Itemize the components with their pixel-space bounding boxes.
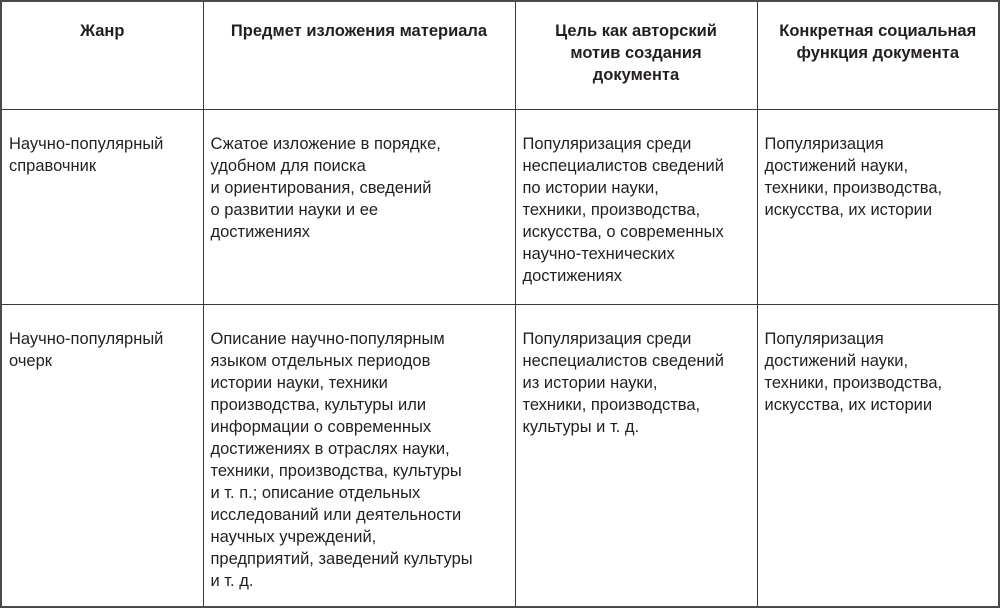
cell-function: Популяризация достижений науки, техники, производства, искусства, их истории [757,304,999,607]
cell-genre: Научно-популярный очерк [1,304,203,607]
header-function: Конкретная социальная функция документа [757,1,999,109]
table-row [1,304,999,607]
cell-genre: Научно-популярный справочник [1,109,203,304]
cell-goal: Популяризация среди неспециалистов сведений по истории науки, техники, производства, искусства, о современных научно-технических достижениях [515,109,757,304]
cell-subject: Сжатое изложение в порядке, удобном для поиска и ориентирования, сведений о развитии науки и ее достижениях [203,109,515,304]
header-goal: Цель как авторский мотив создания документа [515,1,757,109]
header-subject: Предмет изложения материала [203,1,515,109]
header-genre: Жанр [1,1,203,109]
cell-goal: Популяризация среди неспециалистов сведений из истории науки, техники, производства, культуры и т. д. [515,304,757,607]
cell-function: Популяризация достижений науки, техники, производства, искусства, их истории [757,109,999,304]
table-row [1,109,999,304]
table-header-row [1,1,999,109]
cell-subject: Описание научно-популярным языком отдельных периодов истории науки, техники производства, культуры или информации о современных достижениях в отраслях науки, техники, производства, культуры и т. п.; описание отдельных исследований или деятельности научных учреждений, предприятий, заведений культуры и т. д. [203,304,515,607]
